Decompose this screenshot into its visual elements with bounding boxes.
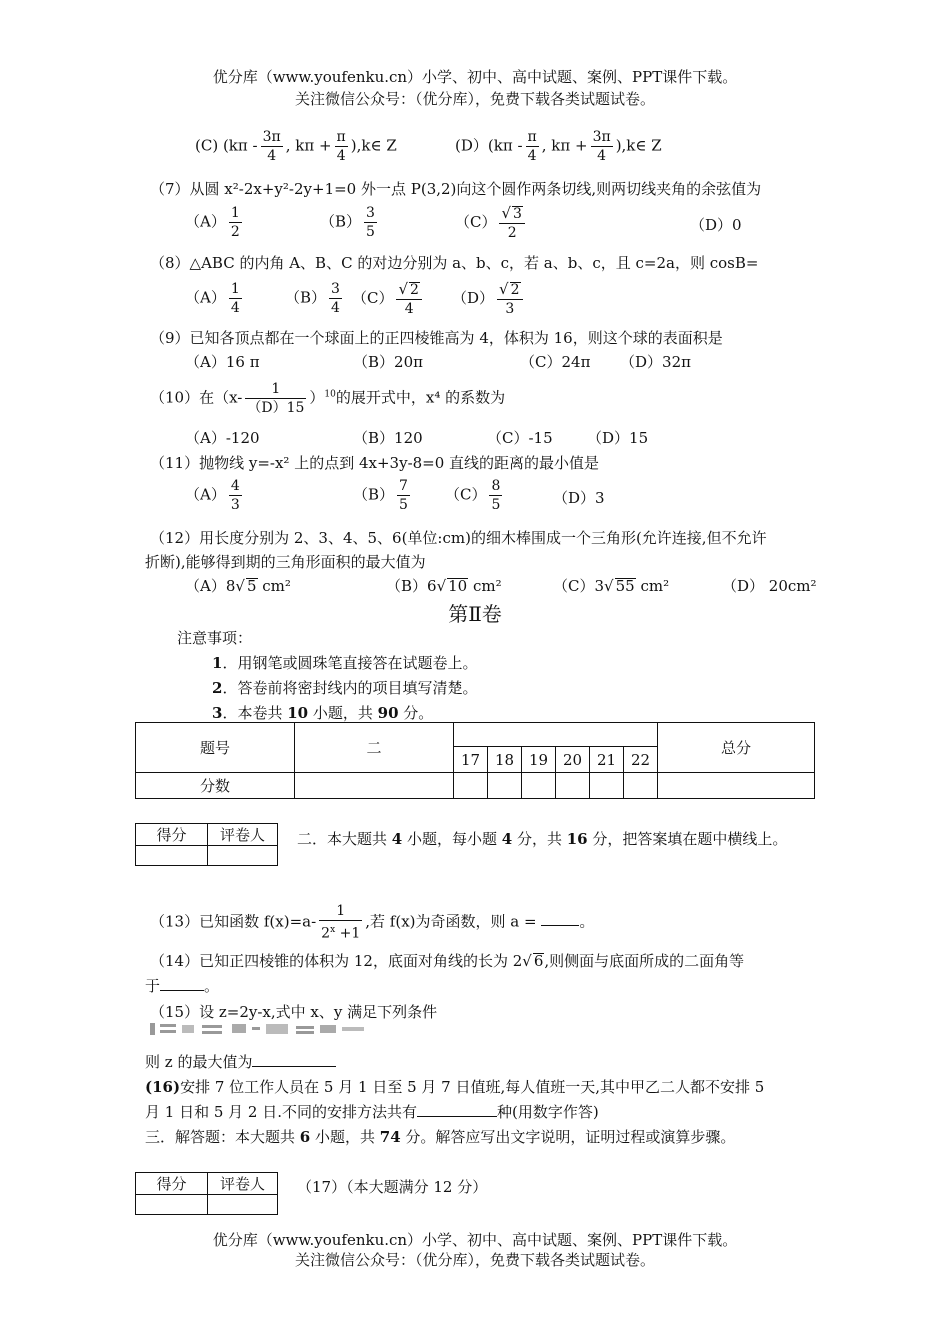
grader-name-cell[interactable] xyxy=(208,1195,278,1215)
q11-option-b: （B） $\frac{7}{5}$ xyxy=(353,478,408,513)
q16-stem-2: 月 1 日和 5 月 2 日.不同的安排方法共有 种(用数字作答) xyxy=(145,1103,599,1121)
q16-stem-1: (16)安排 7 位工作人员在 5 月 1 日至 5 月 7 日值班,每人值班一天,其中甲乙二人都不安排 5 xyxy=(145,1078,765,1096)
q14-stem-2: 于 。 xyxy=(145,977,220,995)
q16-answer-blank[interactable] xyxy=(417,1116,497,1117)
score-table-header-label: 题号 xyxy=(136,723,295,773)
score-cell[interactable] xyxy=(658,773,815,799)
score-cell[interactable] xyxy=(488,773,522,799)
q11-option-c: （C） $\frac{8}{5}$ xyxy=(445,478,501,513)
score-table-col: 21 xyxy=(590,747,624,773)
q7-option-a: （A） $\frac{1}{2}$ xyxy=(185,205,240,240)
q13-stem: （13）已知函数 f(x)=a- $\frac{1}{2^x +1}$ ,若 f(x)为奇函数，则 a = 。 xyxy=(150,903,595,942)
grader-score-cell[interactable] xyxy=(136,846,208,866)
score-table-col: 19 xyxy=(522,747,556,773)
q12-option-c: （C）3√ 55 cm² xyxy=(553,577,670,595)
q8-option-b: （B） $\frac{3}{4}$ xyxy=(285,281,340,316)
header-line-2: 关注微信公众号：（优分库），免费下载各类试题试卷。 xyxy=(294,90,655,108)
q11-stem: （11）抛物线 y=-x² 上的点到 4x+3y-8=0 直线的距离的最小值是 xyxy=(150,454,600,472)
grader-name-cell[interactable] xyxy=(208,846,278,866)
score-table-header-total: 总分 xyxy=(658,723,815,773)
q7-stem: （7）从圆 x²-2x+y²-2y+1=0 外一点 P(3,2)向这个圆作两条切线,则两切线夹角的余弦值为 xyxy=(150,180,762,198)
q11-option-d: （D）3 xyxy=(553,489,605,507)
q9-option-b: （B）20π xyxy=(353,353,423,371)
q8-option-a: （A） $\frac{1}{4}$ xyxy=(185,281,240,316)
q13-answer-blank[interactable] xyxy=(541,925,579,926)
q7-option-d: （D）0 xyxy=(690,216,742,234)
section2-heading: 二．本大题共 4 小题，每小题 4 分，共 16 分，把答案填在题中横线上。 xyxy=(297,830,788,848)
score-table-header-two: 二 xyxy=(295,723,454,773)
score-cell[interactable] xyxy=(556,773,590,799)
q7-option-b: （B） $\frac{3}{5}$ xyxy=(320,205,375,240)
part2-title: 第Ⅱ卷 xyxy=(448,602,502,626)
q10-option-c: （C）-15 xyxy=(487,429,553,447)
score-table-col: 18 xyxy=(488,747,522,773)
score-table-row-label: 分数 xyxy=(136,773,295,799)
q12-option-b: （B）6√ 10 cm² xyxy=(386,577,502,595)
grader-box-q17 xyxy=(135,1172,278,1215)
q12-stem-1: （12）用长度分别为 2、3、4、5、6(单位:cm)的细木棒围成一个三角形(允许连接,但不允许 xyxy=(150,529,767,547)
q6-option-d: (D）(kπ - $\frac{\pi}{4}$ , kπ + $\frac{3\pi}{4}$ ),k∈ Z xyxy=(455,129,662,164)
footer-line-2: 关注微信公众号：（优分库），免费下载各类试题试卷。 xyxy=(294,1251,655,1269)
q11-option-a: （A） $\frac{4}{3}$ xyxy=(185,478,240,513)
q15-conditions-image xyxy=(148,1022,383,1036)
grader-score-label: 得分 xyxy=(136,1173,208,1195)
q10-stem: （10）在（x- $\frac{1}{(D)15}$ ）$^{10}$的展开式中，x⁴ 的系数为 xyxy=(150,381,506,416)
q12-option-d: （D） 20cm² xyxy=(722,577,817,595)
q8-option-d: （D） $\frac{√ 2}{3}$ xyxy=(452,280,526,318)
notice-item-3: 3．本卷共 10 小题，共 90 分。 xyxy=(212,704,434,722)
q15-stem: （15）设 z=2y-x,式中 x、y 满足下列条件 xyxy=(150,1003,438,1021)
q10-option-d: （D）15 xyxy=(587,429,649,447)
grader-score-label: 得分 xyxy=(136,824,208,846)
q9-option-a: （A）16 π xyxy=(185,353,260,371)
score-cell[interactable] xyxy=(590,773,624,799)
notice-item-1: 1．用钢笔或圆珠笔直接答在试题卷上。 xyxy=(212,654,478,672)
score-cell[interactable] xyxy=(295,773,454,799)
q12-option-a: （A）8√ 5 cm² xyxy=(185,577,291,595)
q6-option-c: (C) (kπ - $\frac{3\pi}{4}$ , kπ + $\frac{\pi}{4}$ ),k∈ Z xyxy=(195,129,397,164)
q9-stem: （9）已知各顶点都在一个球面上的正四棱锥高为 4，体积为 16，则这个球的表面积是 xyxy=(150,329,723,347)
q12-stem-2: 折断),能够得到期的三角形面积的最大值为 xyxy=(145,553,426,571)
q8-stem: （8）△ABC 的内角 A、B、C 的对边分别为 a、b、c，若 a、b、c，且 c=2a，则 cosB= xyxy=(150,254,759,272)
section3-heading: 三．解答题：本大题共 6 小题，共 74 分。解答应写出文字说明，证明过程或演算步骤。 xyxy=(145,1128,736,1146)
q7-option-c: （C） $\frac{√ 3}{2}$ xyxy=(455,204,528,242)
score-cell[interactable] xyxy=(624,773,658,799)
q14-answer-blank[interactable] xyxy=(160,990,204,991)
q10-option-a: （A）-120 xyxy=(185,429,260,447)
q14-stem: （14）已知正四棱锥的体积为 12，底面对角线的长为 2√ 6,则侧面与底面所成的二面角等 xyxy=(150,952,745,970)
score-cell[interactable] xyxy=(522,773,556,799)
q17-heading: （17）（本大题满分 12 分） xyxy=(297,1178,488,1196)
q10-option-b: （B）120 xyxy=(353,429,423,447)
grader-score-cell[interactable] xyxy=(136,1195,208,1215)
score-table-col: 20 xyxy=(556,747,590,773)
score-cell[interactable] xyxy=(454,773,488,799)
q9-option-c: （C）24π xyxy=(520,353,591,371)
q8-option-c: （C） $\frac{√ 2}{4}$ xyxy=(352,280,425,318)
grader-box-section2 xyxy=(135,823,278,866)
notice-heading: 注意事项： xyxy=(177,629,253,647)
score-table xyxy=(135,722,815,799)
score-table-header-group xyxy=(454,723,658,747)
notice-item-2: 2．答卷前将密封线内的项目填写清楚。 xyxy=(212,679,478,697)
header-line-1: 优分库（www.youfenku.cn）小学、初中、高中试题、案例、PPT课件下载。 xyxy=(212,68,738,86)
score-table-col: 22 xyxy=(624,747,658,773)
footer-line-1: 优分库（www.youfenku.cn）小学、初中、高中试题、案例、PPT课件下载。 xyxy=(212,1231,738,1249)
q9-option-d: （D）32π xyxy=(620,353,691,371)
grader-name-label: 评卷人 xyxy=(208,824,278,846)
q15-answer: 则 z 的最大值为 xyxy=(145,1051,336,1072)
score-table-col: 17 xyxy=(454,747,488,773)
grader-name-label: 评卷人 xyxy=(208,1173,278,1195)
q15-answer-blank[interactable] xyxy=(252,1066,336,1067)
